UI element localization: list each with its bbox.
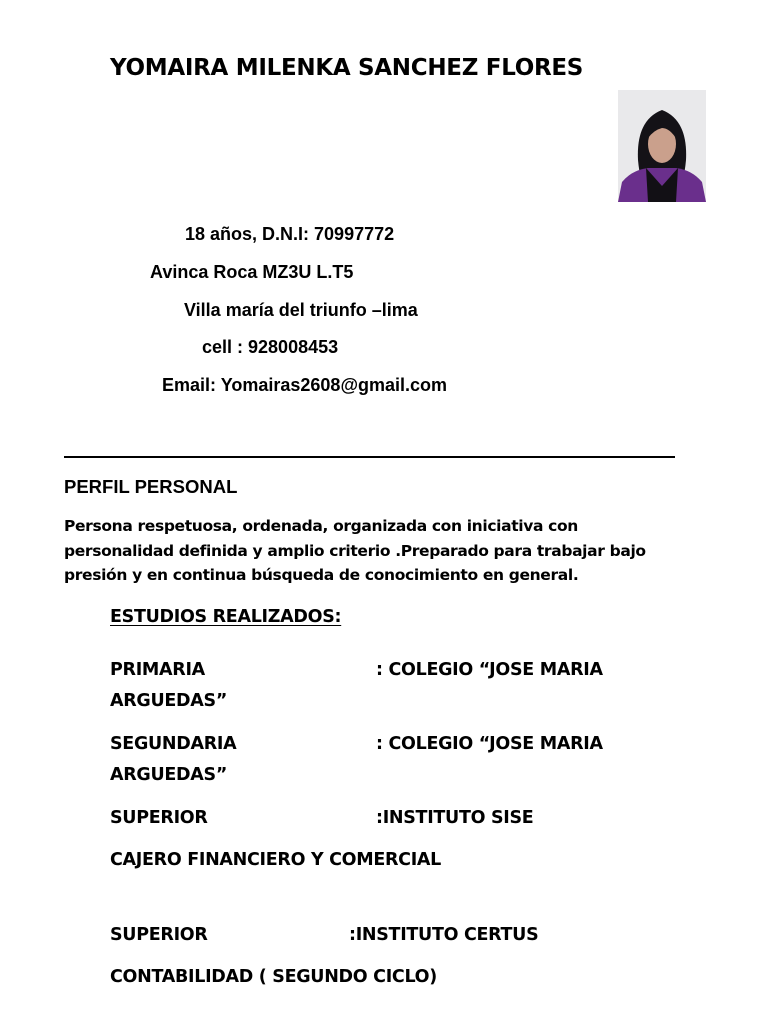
perfil-line: Persona respetuosa, ordenada, organizada con iniciativa con (64, 517, 578, 535)
secundaria-value: : COLEGIO “JOSE MARIA (376, 734, 603, 754)
perfil-line: presión y en continua búsqueda de conocimiento en general. (64, 566, 579, 584)
profile-photo-image (618, 90, 706, 202)
section-divider (64, 456, 675, 458)
superior1-label: SUPERIOR (110, 808, 208, 828)
age-dni: 18 años, D.N.I: 70997772 (185, 224, 395, 244)
perfil-heading: PERFIL PERSONAL (64, 476, 238, 497)
perfil-line: personalidad definida y amplio criterio .Preparado para trabajar bajo (64, 541, 646, 560)
secundaria-cont: ARGUEDAS” (110, 765, 228, 785)
superior2-label: SUPERIOR (110, 925, 208, 945)
perfil-text (64, 514, 704, 588)
primaria-label: PRIMARIA (110, 660, 205, 680)
carrera2: CONTABILIDAD ( SEGUNDO CICLO) (110, 967, 437, 987)
superior1-value: :INSTITUTO SISE (376, 808, 534, 828)
district: Villa maría del triunfo –lima (184, 300, 418, 320)
primaria-value: : COLEGIO “JOSE MARIA (376, 660, 603, 680)
estudios-heading: ESTUDIOS REALIZADOS: (110, 607, 342, 627)
superior2-value: :INSTITUTO CERTUS (349, 925, 539, 945)
candidate-name: YOMAIRA MILENKA SANCHEZ FLORES (110, 55, 584, 81)
address: Avinca Roca MZ3U L.T5 (150, 262, 354, 282)
cell-phone: cell : 928008453 (202, 337, 339, 357)
profile-photo (618, 90, 706, 202)
primaria-cont: ARGUEDAS” (110, 691, 228, 711)
email: Email: Yomairas2608@gmail.com (162, 375, 448, 395)
carrera1: CAJERO FINANCIERO Y COMERCIAL (110, 850, 442, 870)
secundaria-label: SEGUNDARIA (110, 734, 237, 754)
